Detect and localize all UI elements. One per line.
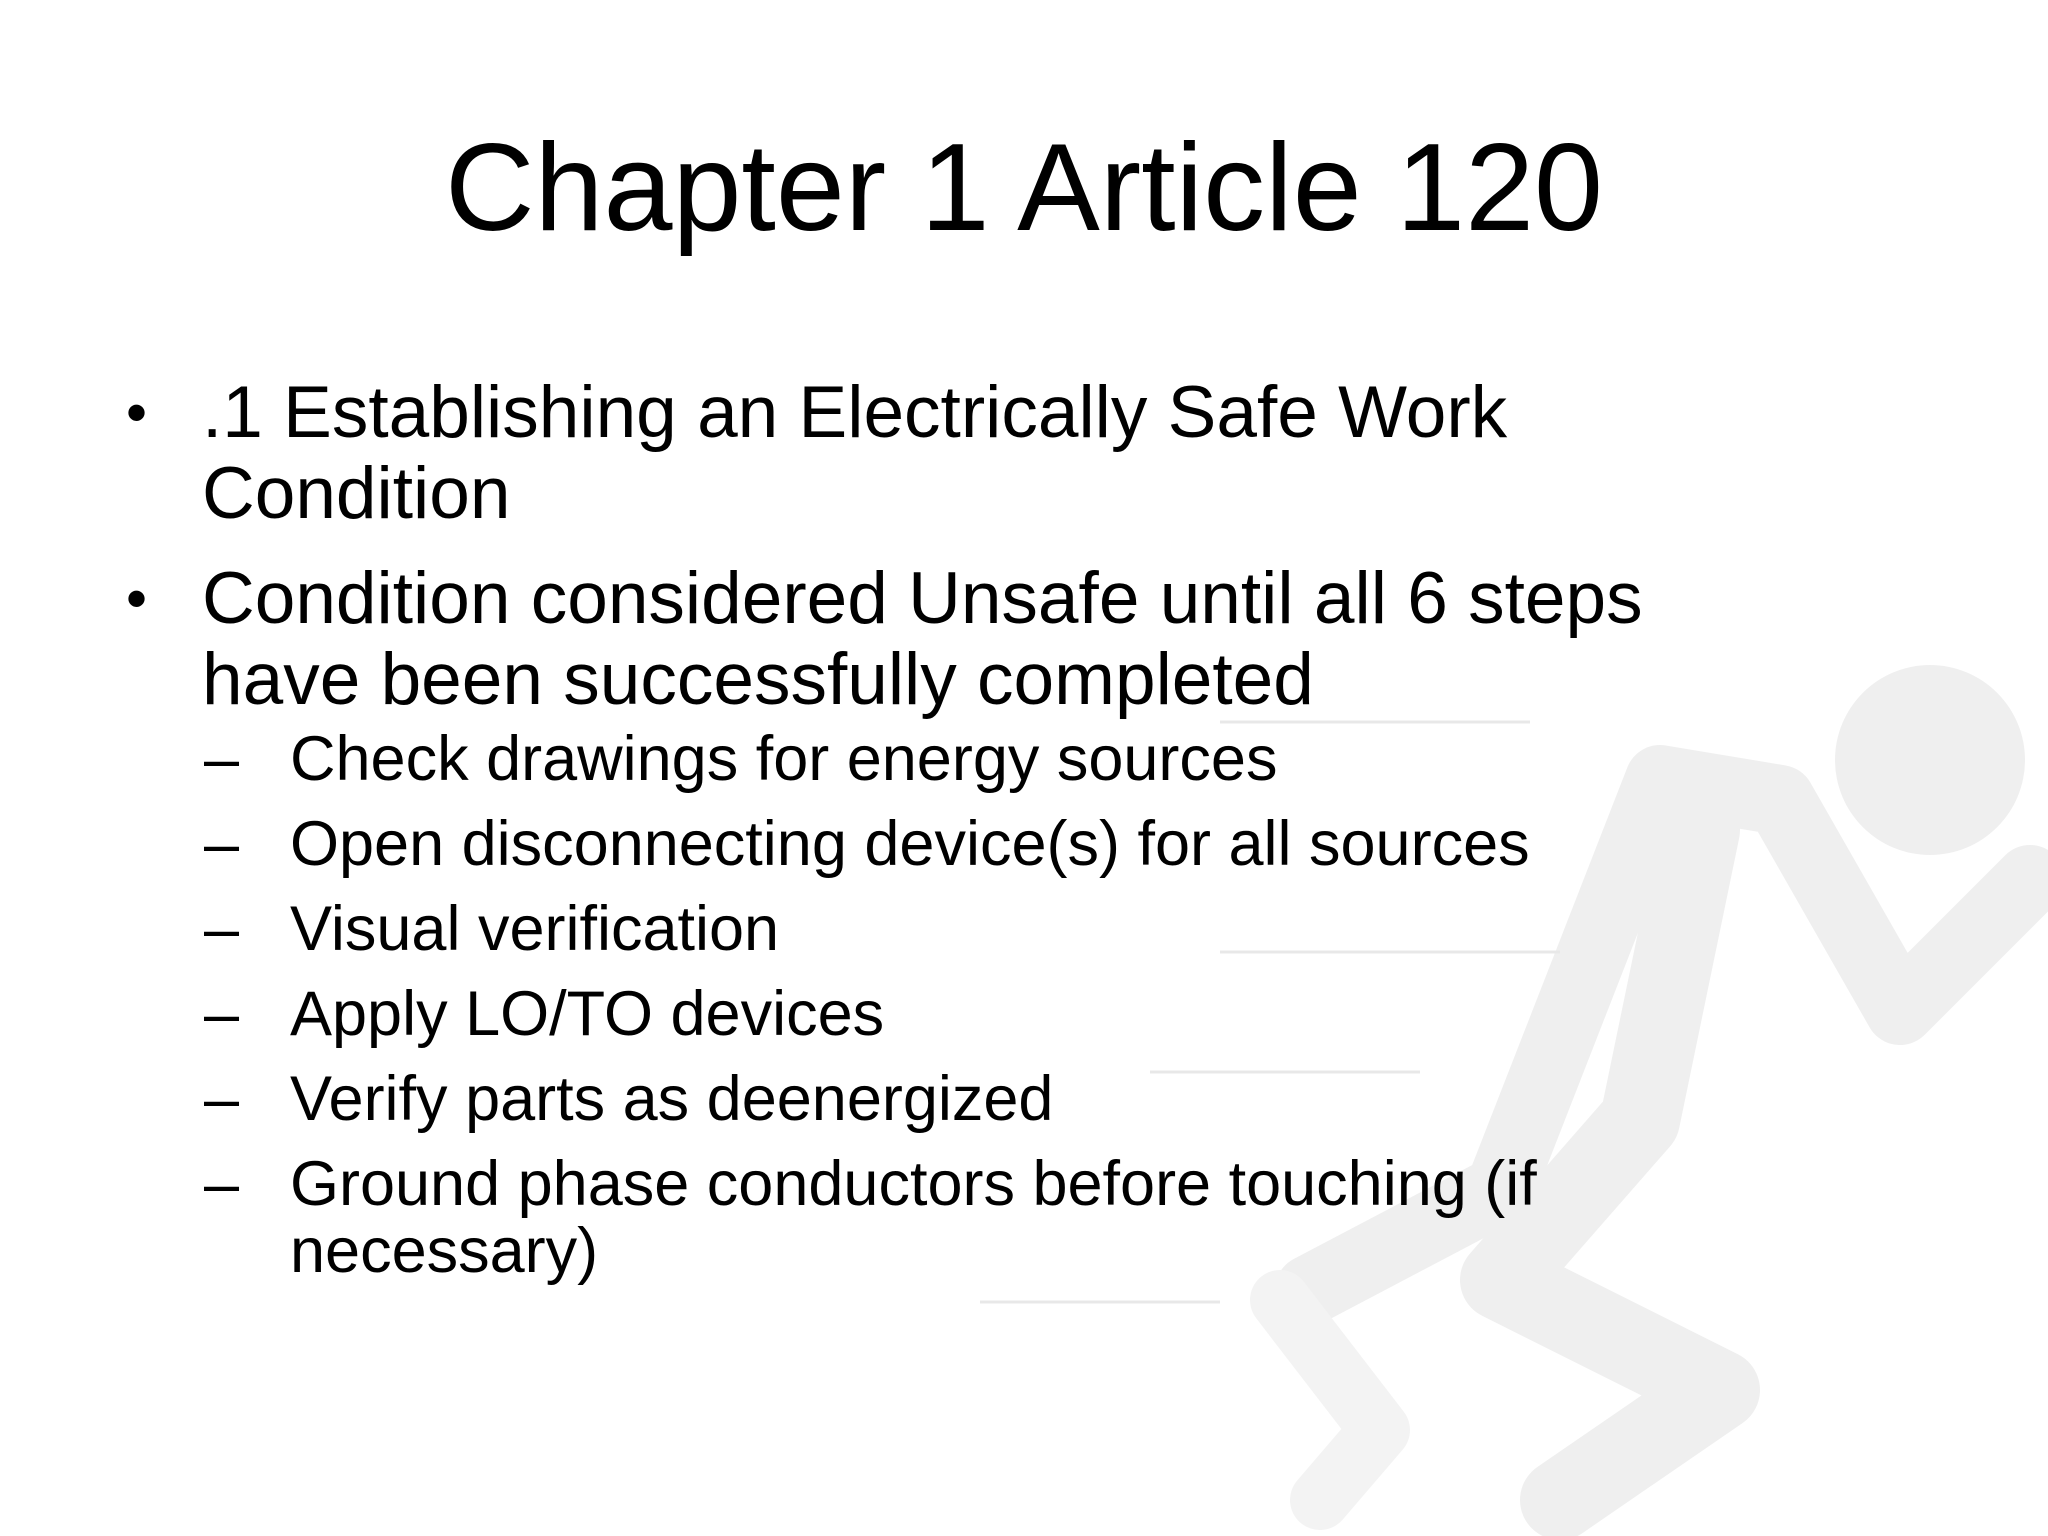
step-text: Check drawings for energy sources xyxy=(290,724,1278,794)
dash-marker: – xyxy=(204,724,240,794)
step-item xyxy=(202,726,1800,793)
slide-title: Chapter 1 Article 120 xyxy=(444,119,1604,257)
step-text: Visual verification xyxy=(290,894,780,964)
step-item xyxy=(202,1066,1800,1133)
dash-marker: – xyxy=(204,809,240,879)
step-text: Ground phase conductors before touching (if necessary) xyxy=(290,1149,1537,1286)
step-text: Open disconnecting device(s) for all sources xyxy=(290,809,1530,879)
step-text: Apply LO/TO devices xyxy=(290,979,885,1049)
dash-marker: – xyxy=(204,894,240,964)
steps-list xyxy=(202,726,1800,1285)
step-text: Verify parts as deenergized xyxy=(290,1064,1054,1134)
bullet-marker: • xyxy=(126,565,148,632)
step-item xyxy=(202,811,1800,878)
bullet-marker: • xyxy=(126,379,148,446)
bullet-text: .1 Establishing an Electrically Safe Work Condition xyxy=(202,372,1508,534)
step-item xyxy=(202,981,1800,1048)
bullet-list xyxy=(120,372,1800,1309)
bullet-text: Condition considered Unsafe until all 6 steps have been successfully completed xyxy=(202,558,1643,720)
dash-marker: – xyxy=(204,1064,240,1134)
dash-marker: – xyxy=(204,1149,240,1219)
step-item xyxy=(202,896,1800,963)
step-item xyxy=(202,1151,1800,1285)
bullet-item xyxy=(120,372,1800,534)
bullet-item xyxy=(120,558,1800,1285)
dash-marker: – xyxy=(204,979,240,1049)
